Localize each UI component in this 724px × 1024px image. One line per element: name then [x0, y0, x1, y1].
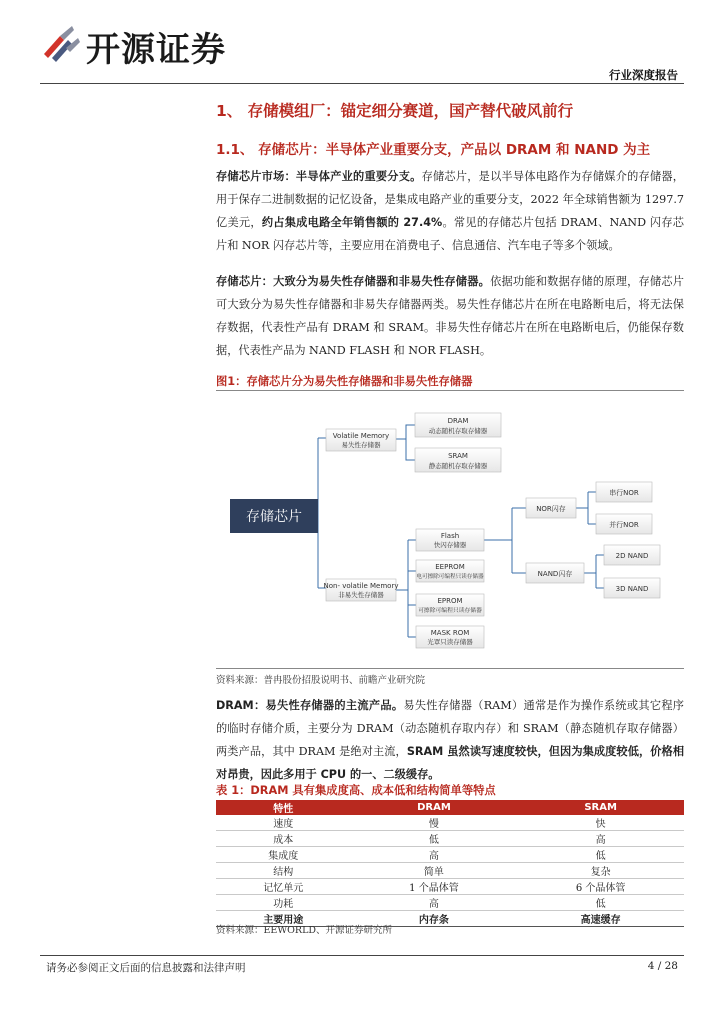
table-cell: 6 个晶体管 [517, 879, 684, 895]
dram-node-en: DRAM [447, 417, 469, 425]
table-cell: 高 [517, 831, 684, 847]
eeprom-node-en: EEPROM [435, 563, 465, 571]
volatile-node-zh: 易失性存储器 [341, 441, 381, 449]
table-cell: 慢 [351, 815, 518, 831]
para3-lead: DRAM：易失性存储器的主流产品。 [216, 699, 404, 712]
serial-nor-node-label: 串行NOR [609, 489, 639, 497]
table-cell: 低 [517, 847, 684, 863]
table-cell: 成本 [216, 831, 351, 847]
volatile-node-en: Volatile Memory [332, 432, 390, 440]
nor-flash-node-label: NOR闪存 [536, 505, 566, 513]
table-source: 资料来源：EEWORLD、开源证券研究所 [216, 925, 393, 936]
dram-node-zh: 动态随机存取存储器 [428, 427, 488, 435]
maskrom-node-en: MASK ROM [430, 629, 470, 637]
figure-top-rule [216, 390, 684, 391]
company-name: 开源证券 [86, 30, 226, 70]
table-row [216, 847, 684, 863]
table-cell: 低 [517, 895, 684, 911]
nand-flash-node-label: NAND闪存 [537, 570, 573, 578]
sram-node-zh: 静态随机存取存储器 [428, 462, 488, 470]
sram-node-en: SRAM [448, 452, 468, 460]
table-cell: 高速缓存 [517, 911, 684, 927]
root-node-label: 存储芯片 [246, 509, 302, 525]
table-caption: 表 1：DRAM 具有集成度高、成本低和结构简单等特点 [216, 784, 496, 797]
figure-source: 资料来源：普冉股份招股说明书、前瞻产业研究院 [216, 675, 426, 686]
table-row [216, 815, 684, 831]
table-cell: 功耗 [216, 895, 351, 911]
nonvolatile-node-zh: 非易失性存储器 [338, 591, 384, 599]
flash-node-en: Flash [440, 532, 460, 540]
table-cell: 低 [351, 831, 518, 847]
page-number: 4 / 28 [647, 960, 678, 972]
table-cell: 复杂 [517, 863, 684, 879]
table-cell: 内存条 [351, 911, 518, 927]
table-row [216, 831, 684, 847]
figure-caption: 图1：存储芯片分为易失性存储器和非易失性存储器 [216, 375, 473, 388]
3d-nand-node-label: 3D NAND [615, 585, 649, 593]
para2-lead: 存储芯片：大致分为易失性存储器和非易失性存储器。 [216, 275, 491, 288]
figure-bottom-rule [216, 668, 684, 669]
footer-divider [40, 955, 684, 956]
para3-bold: SRAM 虽然读写速度较快，但因为集成度较低，价格相对昂贵，因此多用于 CPU 的一、二级缓存。 [216, 745, 685, 781]
dram-sram-comparison-table [216, 800, 684, 927]
nonvolatile-node-en: Non- volatile Memory [323, 582, 399, 590]
table-cell: 速度 [216, 815, 351, 831]
paragraph-storage-types [216, 270, 684, 362]
para1-bold: 约占集成电路全年销售额的 27.4% [261, 216, 443, 229]
document-type: 行业深度报告 [609, 68, 678, 82]
parallel-nor-node-label: 并行NOR [609, 521, 639, 529]
2d-nand-node-label: 2D NAND [615, 552, 649, 560]
table-header-cell: 特性 [216, 800, 351, 815]
eeprom-node-zh: 电可擦除可编程只读存储器 [416, 574, 484, 580]
table-row [216, 863, 684, 879]
table-row [216, 895, 684, 911]
table-header-row [216, 800, 684, 815]
table-cell: 简单 [351, 863, 518, 879]
para1-text2: 。常见的存储芯片包括 DRAM、NAND 闪存芯片和 NOR 闪存芯片等，主要应用在消费电子、信息通信、汽车电子等多个领域。 [216, 216, 684, 252]
paragraph-dram [216, 694, 684, 786]
table-cell: 快 [517, 815, 684, 831]
paragraph-storage-market [216, 165, 684, 257]
table-cell: 集成度 [216, 847, 351, 863]
storage-classification-diagram [216, 393, 684, 666]
table-cell: 高 [351, 847, 518, 863]
table-cell: 结构 [216, 863, 351, 879]
header-divider [40, 83, 684, 84]
footer-disclaimer: 请务必参阅正文后面的信息披露和法律声明 [46, 962, 246, 974]
para2-text: 依据功能和数据存储的原理，存储芯片可大致分为易失性存储器和非易失存储器两类。易失性存储芯片在所在电路断电后，将无法保存数据，代表性产品有 DRAM 和 SRAM。非易失性存储芯片在所在电路断电后，仍能保存数据，代表性产品为 NAND FLASH 和 NOR FLASH。 [216, 275, 684, 357]
table-header-cell: DRAM [351, 800, 518, 815]
table-cell: 高 [351, 895, 518, 911]
maskrom-node-zh: 光罩只读存储器 [427, 638, 473, 646]
section-heading: 1、 存储模组厂：锚定细分赛道，国产替代破风前行 [216, 102, 574, 120]
table-cell: 记忆单元 [216, 879, 351, 895]
para3-text: 易失性存储器（RAM）通常是作为操作系统或其它程序的临时存储介质，主要分为 DRAM（动态随机存取内存）和 SRAM（静态随机存取存储器）两类产品，其中 DRAM 是绝对主流， [216, 699, 684, 758]
para1-lead: 存储芯片市场：半导体产业的重要分支。 [216, 170, 422, 183]
para1-text1: 存储芯片，是以半导体电路作为存储媒介的存储器，用于保存二进制数据的记忆设备，是集成电路产业的重要分支，2022 年全球销售额为 1297.7 亿美元， [216, 170, 684, 229]
table-row [216, 879, 684, 895]
table-cell: 1 个晶体管 [351, 879, 518, 895]
table-header-cell: SRAM [517, 800, 684, 815]
eprom-node-en: EPROM [437, 597, 463, 605]
subsection-heading: 1.1、 存储芯片：半导体产业重要分支，产品以 DRAM 和 NAND 为主 [216, 142, 651, 158]
table-cell: 主要用途 [216, 911, 351, 927]
eprom-node-zh: 可擦除可编程只读存储器 [418, 608, 482, 614]
flash-node-zh: 快闪存储器 [433, 541, 467, 549]
company-logo-icon [40, 24, 82, 64]
